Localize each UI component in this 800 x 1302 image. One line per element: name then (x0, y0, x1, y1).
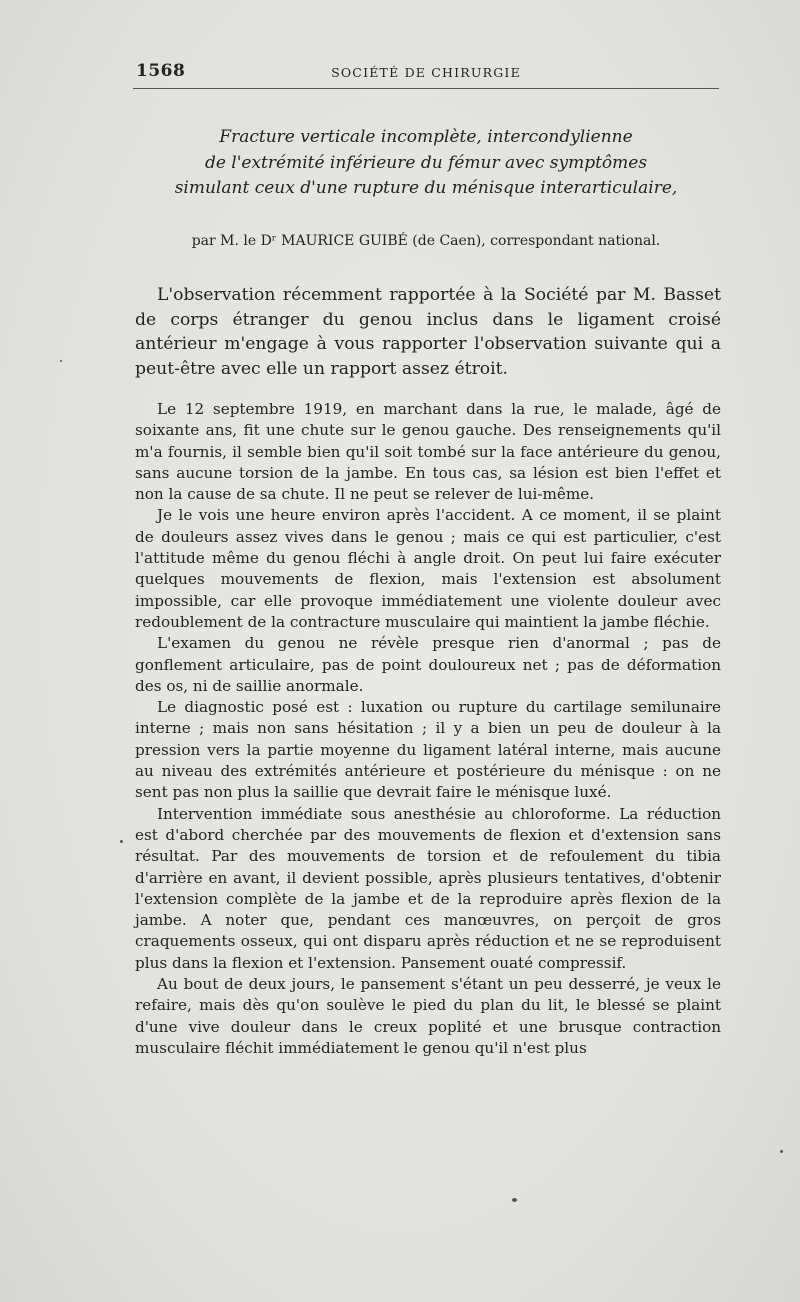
paper-speck (780, 1150, 783, 1153)
page-number: 1568 (136, 61, 186, 81)
title-line-1: Fracture verticale incomplète, intercondylienne (219, 127, 633, 147)
paragraph-5: Intervention immédiate sous anesthésie au chloroforme. La réduction est d'abord cherchée par des mouvements de flexion et d'extension sans résultat. Par des mouvements de torsion et de refoulement du tibia d'arrière en avant, il devient possible, après plusieurs tentatives, d'obtenir l'extension complète de la jambe et de la reproduire après flexion de la jambe. A noter que, pendant ces manœuvres, on perçoit de gros craquements osseux, qui ont disparu après réduction et ne se reproduisent plus dans la flexion et l'extension. Pansement ouaté compressif. (135, 804, 721, 972)
paper-speck (512, 1198, 517, 1202)
journal-title: SOCIÉTÉ DE CHIRURGIE (331, 65, 521, 80)
title-line-3: simulant ceux d'une rupture du ménisque interarticulaire, (174, 178, 678, 198)
running-header (133, 58, 719, 89)
paragraph-6: Au bout de deux jours, le pansement s'étant un peu desserré, je veux le refaire, mais dès qu'on soulève le pied du plan du lit, le blessé se plaint d'une vive douleur dans le creux poplité et une brusque contraction musculaire fléchit immédiatement le genou qu'il n'est plus (135, 975, 721, 1057)
title-line-2: de l'extrémité inférieure du fémur avec symptômes (204, 152, 648, 173)
case-report (135, 399, 721, 1059)
intro-text: L'observation récemment rapportée à la Société par M. Basset de corps étranger du genou inclus dans le ligament croisé antérieur m'engage à vous rapporter l'observation suivante qui a peut-être avec elle un rapport assez étroit. (135, 285, 721, 379)
paragraph-2: Je le vois une heure environ après l'accident. A ce moment, il se plaint de douleurs assez vives dans le genou ; mais ce qui est particulier, c'est l'attitude même du genou fléchi à angle droit. On peut lui faire exécuter quelques mouvements de flexion, mais l'extension est absolument impossible, car elle provoque immédiatement une violente douleur avec redoublement de la contracture musculaire qui maintient la jambe fléchie. (135, 506, 721, 631)
paper-speck (60, 360, 62, 362)
paper-speck (120, 840, 123, 843)
article-title (133, 125, 719, 202)
intro-paragraph (135, 283, 721, 381)
paragraph-4: Le diagnostic posé est : luxation ou rupture du cartilage semilunaire interne ; mais non sans hésitation ; il y a bien un peu de douleur à la pression vers la partie moyenne du ligament latéral interne, mais aucune au niveau des extrémités antérieure et postérieure du ménisque : on ne sent pas non plus la saillie que devrait faire le ménisque luxé. (135, 698, 721, 802)
paragraph-1: Le 12 septembre 1919, en marchant dans la rue, le malade, âgé de soixante ans, fit une chute sur le genou gauche. Des renseignements qu'il m'a fournis, il semble bien qu'il soit tombé sur la face antérieure du genou, sans aucune torsion de la jambe. En tous cas, sa lésion est bien l'effet et non la cause de sa chute. Il ne peut se relever de lui-même. (135, 400, 721, 504)
paragraph-3: L'examen du genou ne révèle presque rien d'anormal ; pas de gonflement articulaire, pas de point douloureux net ; pas de déformation des os, ni de saillie anormale. (135, 634, 721, 695)
author-byline: par M. le Dʳ MAURICE GUIBÉ (de Caen), correspondant national. (191, 233, 661, 249)
